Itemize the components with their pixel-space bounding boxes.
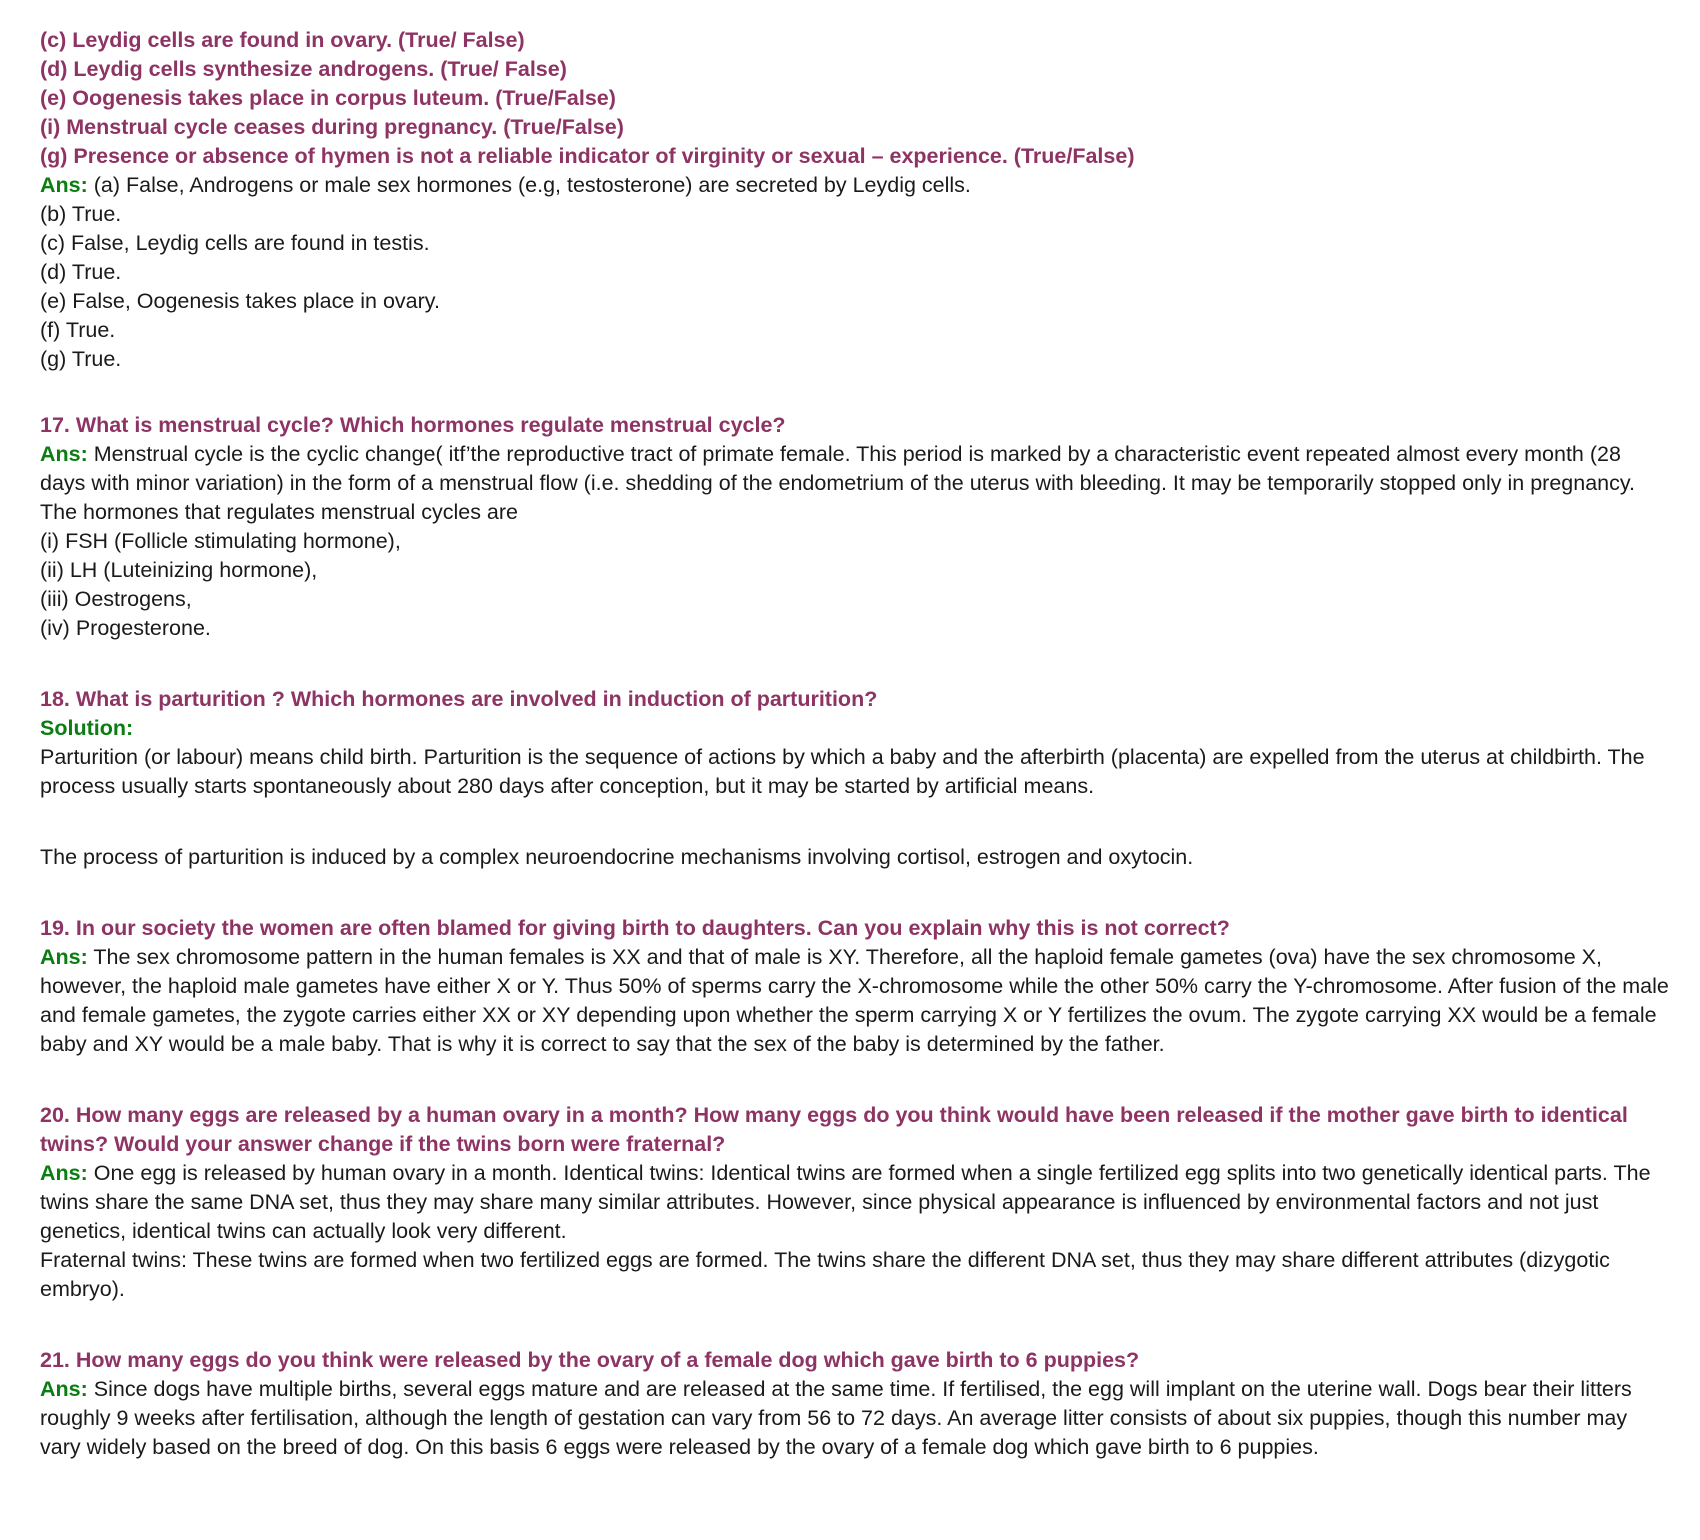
hormone-item: (ii) LH (Luteinizing hormone), bbox=[40, 558, 318, 582]
solution-paragraph-1: Parturition (or labour) means child birth. Parturition is the sequence of actions by which a baby and the afterbirth (placenta) are expelled from the uterus at childbirth. The process usually starts spontaneously about 280 days after conception, but it may be started by artificial means. bbox=[40, 745, 1645, 798]
hormone-item: (iii) Oestrogens, bbox=[40, 587, 192, 611]
question-21-section bbox=[40, 1346, 1670, 1462]
ans-label: Ans: bbox=[40, 1161, 88, 1185]
true-false-section bbox=[40, 26, 1670, 374]
answer-17 bbox=[40, 440, 1670, 498]
question-20: 20. How many eggs are released by a human ovary in a month? How many eggs do you think would have been released if the mother gave birth to identical twins? Would your answer change if the twins born were fraternal? bbox=[40, 1103, 1628, 1156]
answer-e: (e) False, Oogenesis takes place in ovary. bbox=[40, 289, 440, 313]
question-18: 18. What is parturition ? Which hormones are involved in induction of parturition? bbox=[40, 687, 878, 711]
hormones-intro: The hormones that regulates menstrual cycles are bbox=[40, 500, 519, 524]
question-20-section bbox=[40, 1101, 1670, 1304]
question-18-section bbox=[40, 685, 1670, 872]
question-e: (e) Oogenesis takes place in corpus luteum. (True/False) bbox=[40, 86, 616, 110]
answer-text: The sex chromosome pattern in the human females is XX and that of male is XY. Therefore, all the haploid female gametes (ova) have the sex chromosome X, however, the haploid male gametes have either X or Y. Thus 50% of sperms carry the X-chromosome while the other 50% carry the Y-chromosome. After fusion of the male and female gametes, the zygote carries either XX or XY depending upon whether the sperm carrying X or Y fertilizes the ovum. The zygote carrying XX would be a female baby and XY would be a male baby. That is why it is correct to say that the sex of the baby is determined by the father. bbox=[40, 945, 1669, 1056]
ans-label: Ans: bbox=[40, 442, 88, 466]
fraternal-twins-text: Fraternal twins: These twins are formed when two fertilized eggs are formed. The twins share the different DNA set, thus they may share different attributes (dizygotic embryo). bbox=[40, 1248, 1610, 1301]
ans-label: Ans: bbox=[40, 1377, 88, 1401]
answer-a bbox=[40, 171, 1670, 200]
answer-text: Since dogs have multiple births, several eggs mature and are released at the same time. If fertilised, the egg will implant on the uterine wall. Dogs bear their litters roughly 9 weeks after fertilisation, although the length of gestation can vary from 56 to 72 days. An average litter consists of about six puppies, though this number may vary widely based on the breed of dog. On this basis 6 eggs were released by the ovary of a female dog which gave birth to 6 puppies. bbox=[40, 1377, 1632, 1459]
answer-21 bbox=[40, 1375, 1670, 1462]
question-i: (i) Menstrual cycle ceases during pregnancy. (True/False) bbox=[40, 115, 624, 139]
question-c: (c) Leydig cells are found in ovary. (True/ False) bbox=[40, 28, 525, 52]
question-d: (d) Leydig cells synthesize androgens. (True/ False) bbox=[40, 57, 567, 81]
question-19-section bbox=[40, 914, 1670, 1059]
hormone-item: (i) FSH (Follicle stimulating hormone), bbox=[40, 529, 401, 553]
answer-b: (b) True. bbox=[40, 202, 122, 226]
question-19: 19. In our society the women are often blamed for giving birth to daughters. Can you explain why this is not correct? bbox=[40, 916, 1230, 940]
answer-f: (f) True. bbox=[40, 318, 116, 342]
answer-text: (a) False, Androgens or male sex hormones (e.g, testosterone) are secreted by Leydig cells. bbox=[87, 173, 971, 197]
answer-text: One egg is released by human ovary in a month. Identical twins: Identical twins are formed when a single fertilized egg splits into two genetically identical parts. The twins share the same DNA set, thus they may share many similar attributes. However, since physical appearance is influenced by environmental factors and not just genetics, identical twins can actually look very different. bbox=[40, 1161, 1651, 1243]
answer-g: (g) True. bbox=[40, 347, 122, 371]
question-17: 17. What is menstrual cycle? Which hormones regulate menstrual cycle? bbox=[40, 413, 786, 437]
question-17-section bbox=[40, 411, 1670, 643]
solution-label: Solution: bbox=[40, 716, 134, 740]
hormone-item: (iv) Progesterone. bbox=[40, 616, 211, 640]
answer-20 bbox=[40, 1159, 1670, 1246]
ans-label: Ans: bbox=[40, 945, 88, 969]
ans-label: Ans: bbox=[40, 173, 88, 197]
solution-paragraph-2: The process of parturition is induced by a complex neuroendocrine mechanisms involving cortisol, estrogen and oxytocin. bbox=[40, 845, 1194, 869]
answer-text: Menstrual cycle is the cyclic change( itf’the reproductive tract of primate female. This period is marked by a characteristic event repeated almost every month (28 days with minor variation) in the form of a menstrual flow (i.e. shedding of the endometrium of the uterus with bleeding. It may be temporarily stopped only in pregnancy. bbox=[40, 442, 1635, 495]
question-21: 21. How many eggs do you think were released by the ovary of a female dog which gave birth to 6 puppies? bbox=[40, 1348, 1140, 1372]
answer-19 bbox=[40, 943, 1670, 1059]
answer-c: (c) False, Leydig cells are found in testis. bbox=[40, 231, 430, 255]
question-g: (g) Presence or absence of hymen is not a reliable indicator of virginity or sexual – experience. (True/False) bbox=[40, 144, 1135, 168]
document-page bbox=[40, 26, 1670, 1462]
answer-d: (d) True. bbox=[40, 260, 122, 284]
